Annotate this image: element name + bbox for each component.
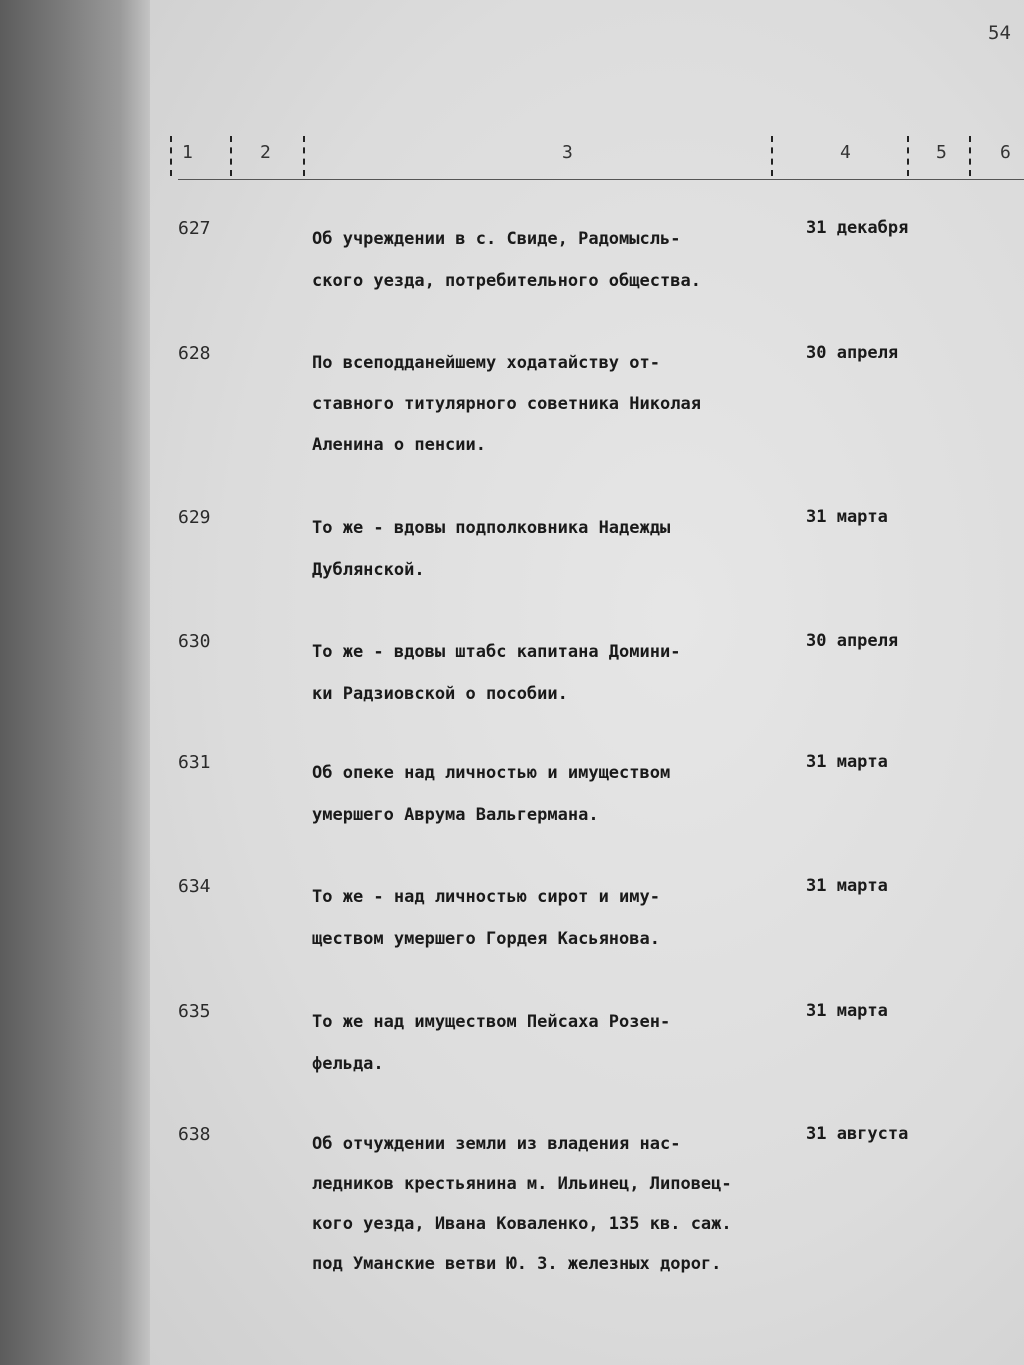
- column-number-2: 2: [260, 142, 271, 163]
- entry-date: 30 апреля: [806, 631, 899, 651]
- entry-code: 627: [178, 218, 211, 239]
- adjacent-page-edge: [0, 0, 150, 1365]
- column-separator: [771, 136, 773, 176]
- entry-date: 31 августа: [806, 1124, 909, 1144]
- entry-code: 631: [178, 752, 211, 773]
- entry-code: 635: [178, 1001, 211, 1022]
- entry-date: 31 марта: [806, 876, 888, 896]
- entry-text: То же над имуществом Пейсаха Розен- фельда.: [312, 1012, 671, 1074]
- entry-text: По всеподданейшему ходатайству от- ставного титулярного советника Николая Аленина о пенсии.: [312, 353, 701, 455]
- entry-text: То же - вдовы подполковника Надежды Дублянской.: [312, 518, 671, 580]
- entry-date: 31 декабря: [806, 218, 909, 238]
- column-number-1: 1: [182, 142, 193, 163]
- page-number: 54: [988, 22, 1011, 44]
- entry-date: 31 марта: [806, 507, 888, 527]
- entry-text: Об опеке над личностью и имуществом умершего Аврума Вальгермана.: [312, 763, 671, 825]
- entry-date: 31 марта: [806, 1001, 888, 1021]
- column-number-3: 3: [562, 142, 573, 163]
- entry-code: 634: [178, 876, 211, 897]
- column-number-4: 4: [840, 142, 851, 163]
- column-separator: [303, 136, 305, 176]
- entry-text: Об учреждении в с. Свиде, Радомысль- ского уезда, потребительного общества.: [312, 229, 701, 291]
- column-separator: [230, 136, 232, 176]
- column-separator: [969, 136, 971, 176]
- entry-code: 629: [178, 507, 211, 528]
- entry-text: То же - вдовы штабс капитана Домини- ки Радзиовской о пособии.: [312, 642, 681, 704]
- column-header: [160, 130, 1024, 180]
- entry-text: То же - над личностью сирот и иму- ществом умершего Гордея Касьянова.: [312, 887, 660, 949]
- column-separator: [907, 136, 909, 176]
- entry-date: 31 марта: [806, 752, 888, 772]
- column-separator: [170, 136, 172, 176]
- entry-code: 628: [178, 343, 211, 364]
- header-rule: [178, 179, 1024, 180]
- column-number-5: 5: [936, 142, 947, 163]
- entry-code: 630: [178, 631, 211, 652]
- entry-code: 638: [178, 1124, 211, 1145]
- entry-text: Об отчуждении земли из владения нас- ледников крестьянина м. Ильинец, Липовец- кого уезда, Ивана Коваленко, 135 кв. саж. под Уманские ветви Ю. З. железных дорог.: [312, 1134, 732, 1274]
- column-number-6: 6: [1000, 142, 1011, 163]
- entry-date: 30 апреля: [806, 343, 899, 363]
